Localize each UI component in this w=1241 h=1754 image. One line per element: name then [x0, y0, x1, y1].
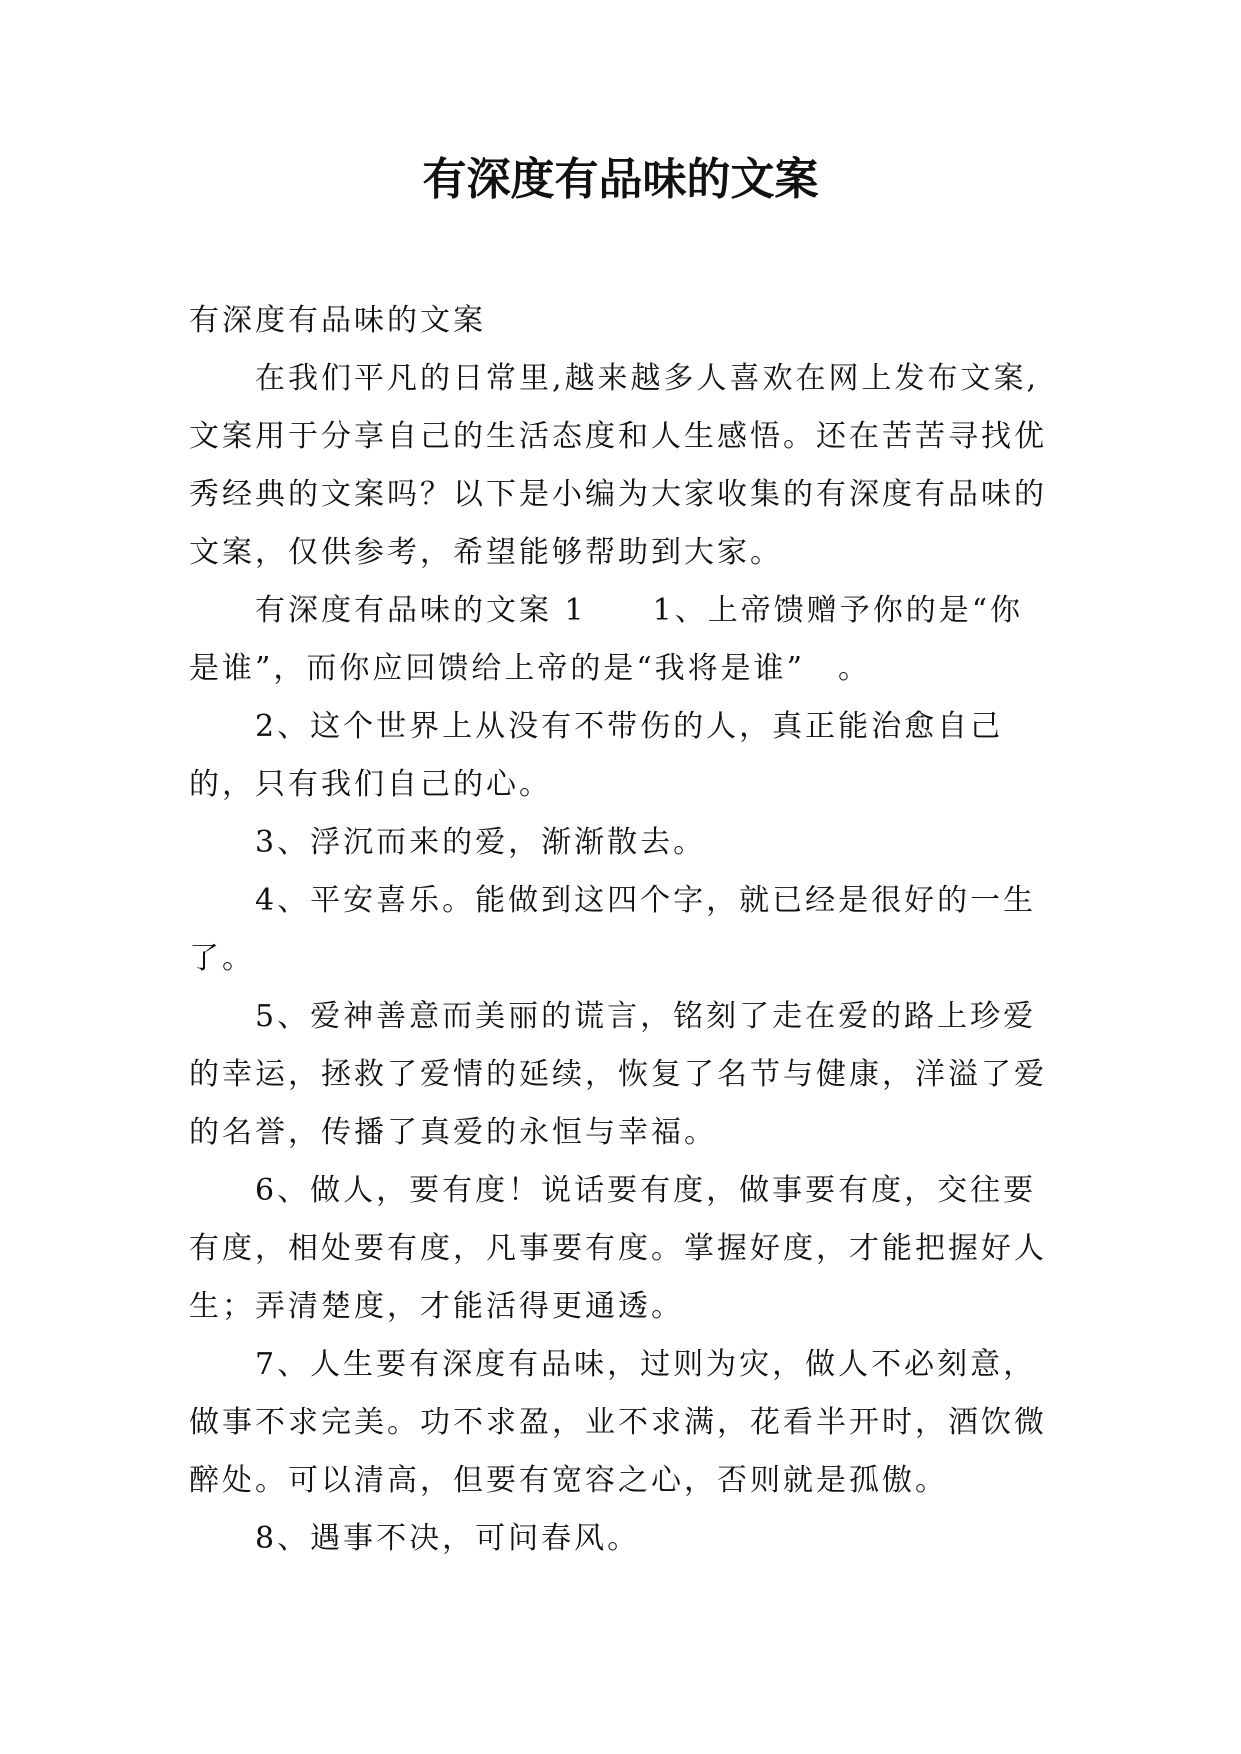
- paragraph-item-7: 7、人生要有深度有品味，过则为灾，做人不必刻意，做事不求完美。功不求盈，业不求满，花看半开时，酒饮微醉处。可以清高，但要有宽容之心，否则就是孤傲。: [189, 1347, 1047, 1498]
- paragraph-intro: 在我们平凡的日常里,越来越多人喜欢在网上发布文案,文案用于分享自己的生活态度和人生感悟。还在苦苦寻找优秀经典的文案吗？以下是小编为大家收集的有深度有品味的文案，仅供参考，希望能够帮助到大家。: [189, 361, 1047, 570]
- document-body: [189, 292, 1051, 1568]
- document-title: 有深度有品味的文案: [422, 154, 819, 205]
- paragraph-item-2: 2、这个世界上从没有不带伤的人，真正能治愈自己的，只有我们自己的心。: [189, 709, 1004, 802]
- paragraph-item-3: 3、浮沉而来的爱，渐渐散去。: [255, 825, 707, 860]
- paragraph-item-5: 5、爱神善意而美丽的谎言，铭刻了走在爱的路上珍爱的幸运，拯救了爱情的延续，恢复了名节与健康，洋溢了爱的名誉，传播了真爱的永恒与幸福。: [189, 999, 1047, 1150]
- document-subtitle: 有深度有品味的文案: [189, 303, 486, 338]
- paragraph-item-4: 4、平安喜乐。能做到这四个字，就已经是很好的一生了。: [189, 883, 1037, 976]
- paragraph-item-6: 6、做人，要有度！说话要有度，做事要有度，交往要有度，相处要有度，凡事要有度。掌握好度，才能把握好人生；弄清楚度，才能活得更通透。: [189, 1173, 1047, 1324]
- paragraph-item-8: 8、遇事不决，可问春风。: [255, 1521, 641, 1556]
- paragraph-item-1: 有深度有品味的文案 1 1、上帝馈赠予你的是“你是谁”，而你应回馈给上帝的是“我将是谁” 。: [189, 593, 1024, 686]
